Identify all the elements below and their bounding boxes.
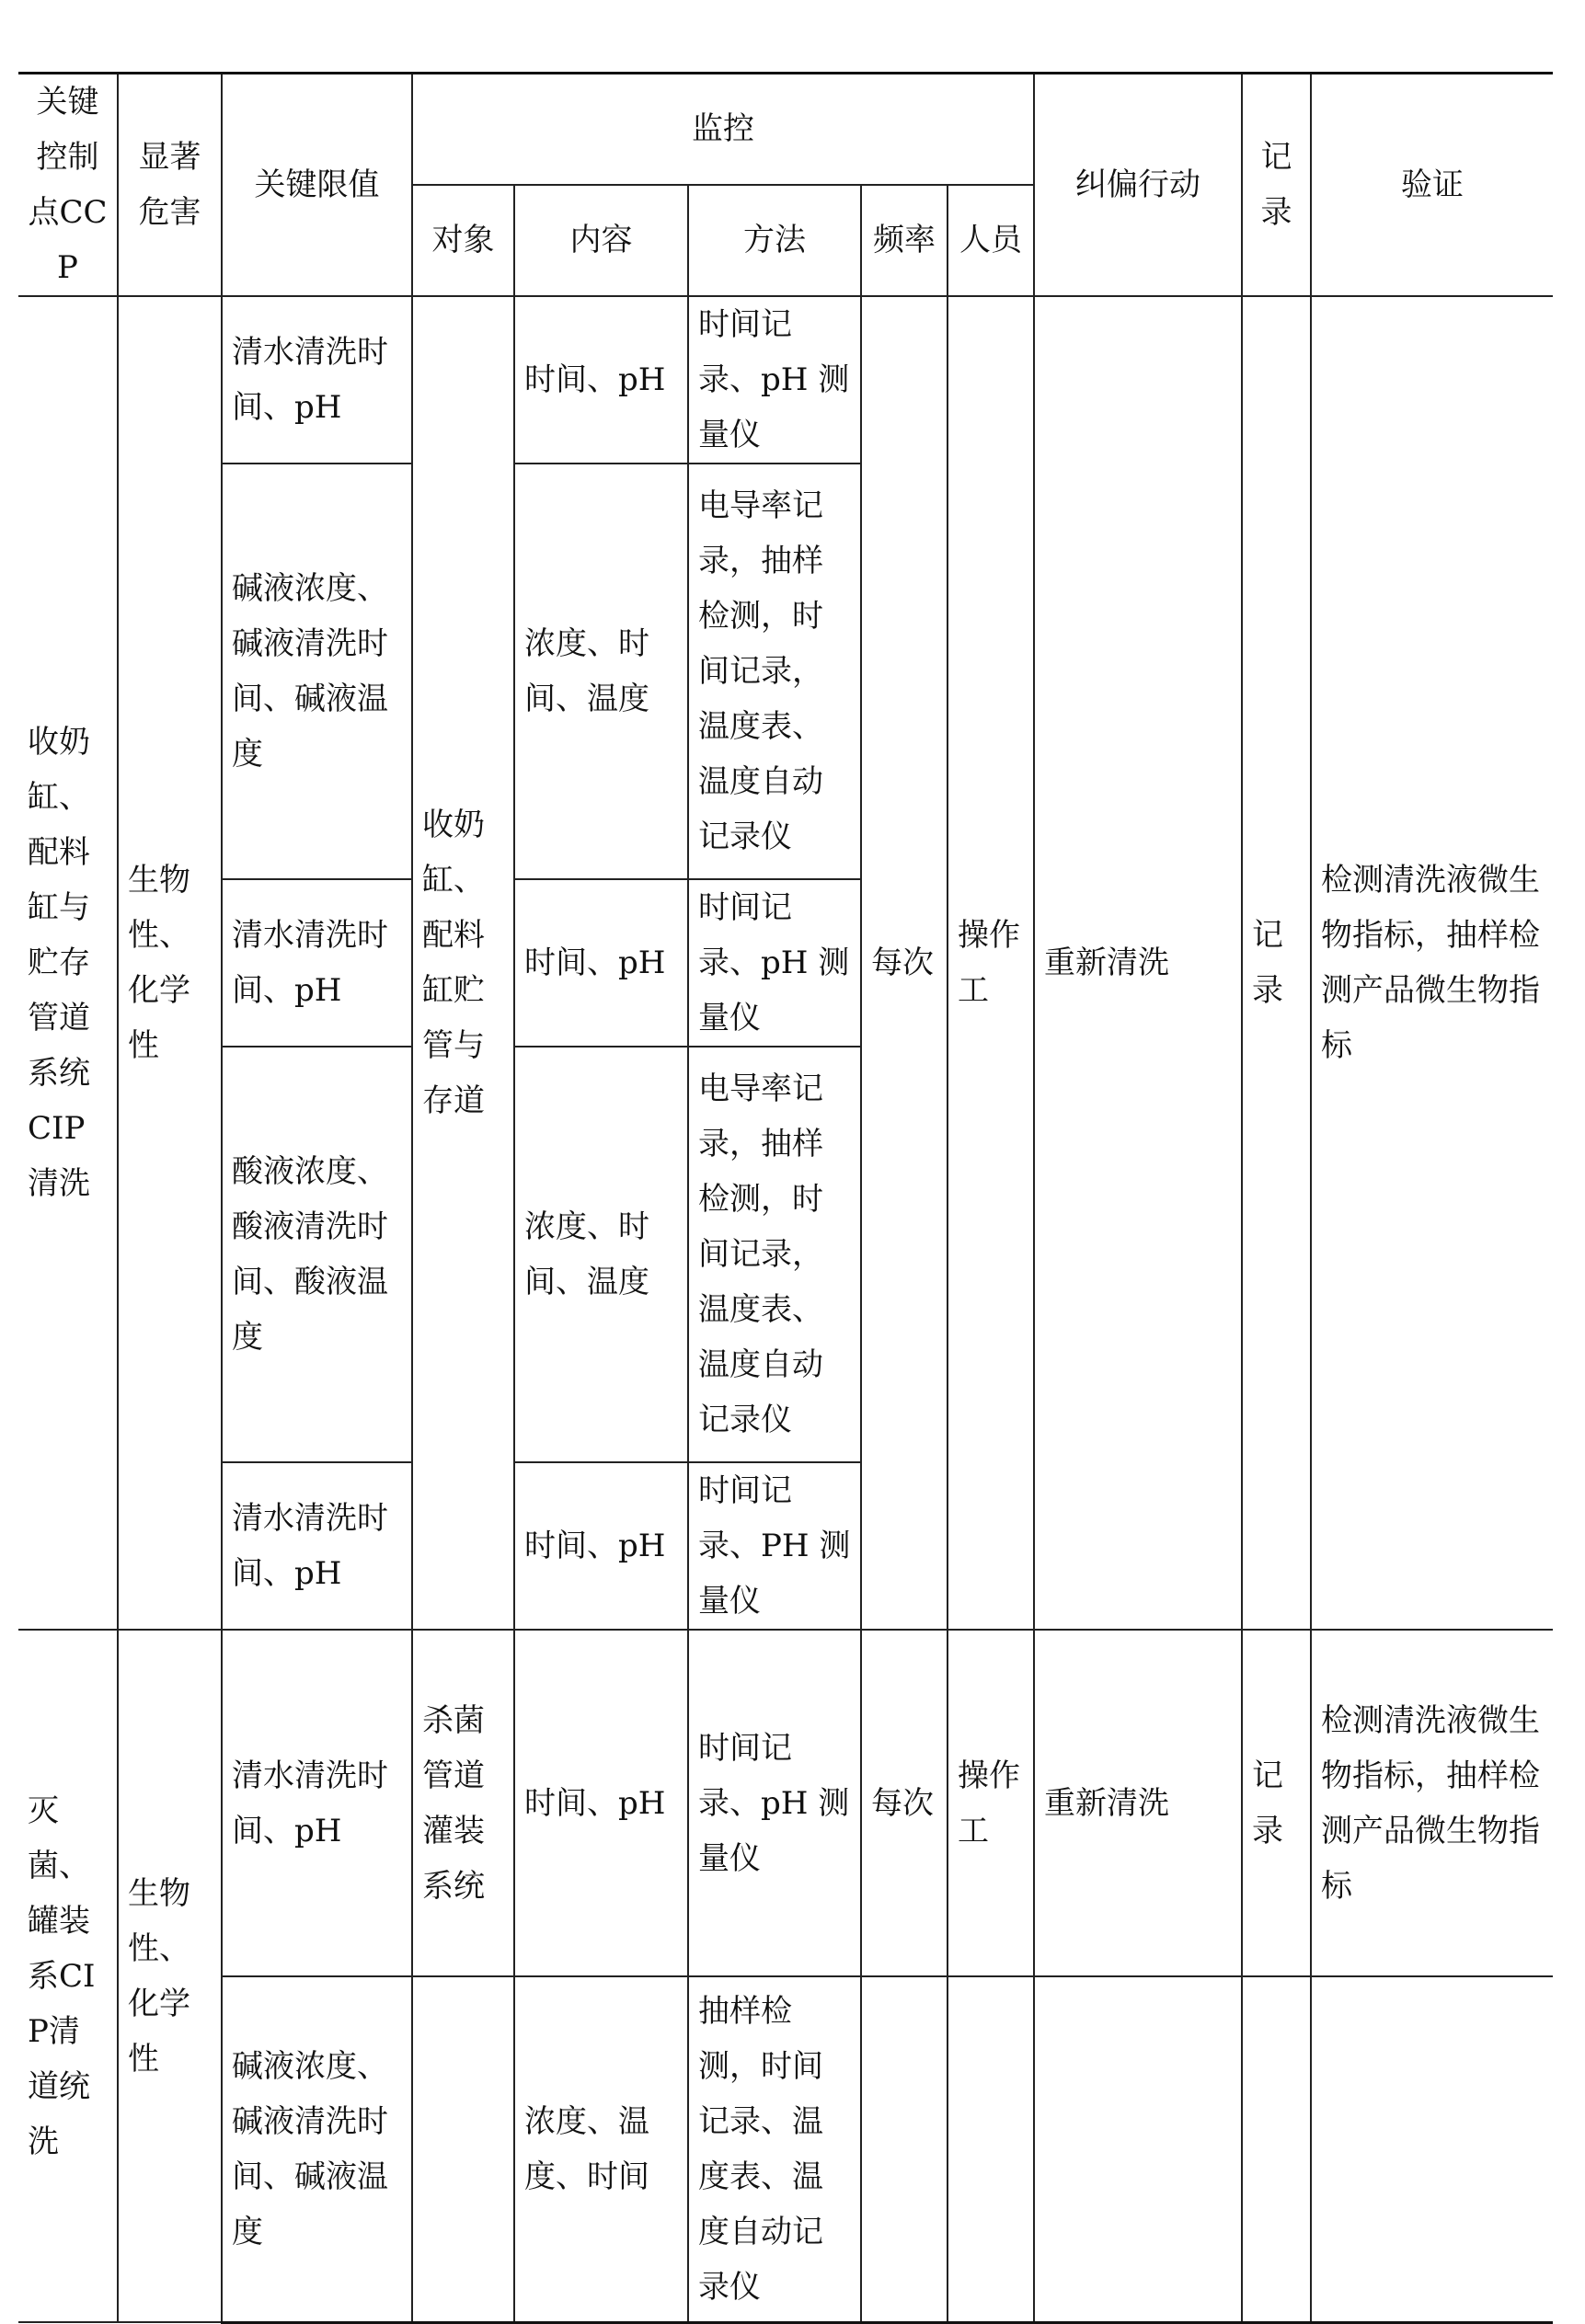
content-cell: 浓度、温度、时间 [514,1976,688,2322]
personnel-cell [948,1976,1034,2322]
header-monitor: 监控 [412,74,1034,185]
personnel-cell: 操作工 [948,1630,1034,1976]
content-cell: 时间、pH [514,296,688,464]
limit-cell: 清水清洗时间、pH [222,1462,412,1630]
header-corrective: 纠偏行动 [1034,74,1242,297]
method-cell: 电导率记录，抽样检测，时间记录，温度表、温度自动记录仪 [688,464,861,879]
method-cell: 时间记录、pH 测量仪 [688,296,861,464]
header-record: 记录 [1242,74,1311,297]
section1-personnel-cell: 操作工 [948,296,1034,1630]
header-monitor-content: 内容 [514,185,688,296]
verification-cell: 检测清洗液微生物指标，抽样检测产品微生物指标 [1311,1630,1553,1976]
limit-cell: 碱液浓度、碱液清洗时间、碱液温度 [222,464,412,879]
content-cell: 时间、pH [514,1462,688,1630]
header-limit: 关键限值 [222,74,412,297]
object-cell [412,1976,514,2322]
content-cell: 浓度、时间、温度 [514,1047,688,1462]
corrective-cell [1034,1976,1242,2322]
method-cell: 抽样检测，时间记录、温度表、温度自动记录仪 [688,1976,861,2322]
section1-corrective-cell: 重新清洗 [1034,296,1242,1630]
object-cell: 杀菌管道灌装系统 [412,1630,514,1976]
section1-frequency-cell: 每次 [861,296,948,1630]
section1-object-cell: 收奶缸、配料缸贮管与存道 [412,296,514,1630]
header-monitor-personnel: 人员 [948,185,1034,296]
method-cell: 时间记录、PH 测量仪 [688,1462,861,1630]
frequency-cell: 每次 [861,1630,948,1976]
section2-hazard-cell: 生物性、化学性 [118,1630,222,2322]
header-ccp: 关键控制点CCP [18,74,118,297]
record-cell [1242,1976,1311,2322]
content-cell: 时间、pH [514,879,688,1047]
table-row [18,1630,1553,1976]
header-monitor-frequency: 频率 [861,185,948,296]
header-hazard: 显著危害 [118,74,222,297]
limit-cell: 清水清洗时间、pH [222,879,412,1047]
record-cell: 记录 [1242,1630,1311,1976]
method-cell: 电导率记录，抽样检测，时间记录，温度表、温度自动记录仪 [688,1047,861,1462]
corrective-cell: 重新清洗 [1034,1630,1242,1976]
section2-ccp-cell: 灭菌、罐装系CIP清道统洗 [18,1630,118,2322]
header-monitor-object: 对象 [412,185,514,296]
limit-cell: 酸液浓度、酸液清洗时间、酸液温度 [222,1047,412,1462]
method-cell: 时间记录、pH 测量仪 [688,879,861,1047]
header-verification: 验证 [1311,74,1553,297]
table-row [18,296,1553,464]
section1-record-cell: 记录 [1242,296,1311,1630]
method-cell: 时间记录、pH 测量仪 [688,1630,861,1976]
content-cell: 时间、pH [514,1630,688,1976]
section1-hazard-cell: 生物性、化学性 [118,296,222,1630]
table-row [18,1976,1553,2322]
content-cell: 浓度、时间、温度 [514,464,688,879]
header-monitor-method: 方法 [688,185,861,296]
frequency-cell [861,1976,948,2322]
limit-cell: 清水清洗时间、pH [222,296,412,464]
verification-cell [1311,1976,1553,2322]
section1-ccp-cell: 收奶缸、配料缸与贮存管道系统CIP清洗 [18,296,118,1630]
ccp-table [18,72,1553,2324]
header-row-1 [18,74,1553,185]
limit-cell: 碱液浓度、碱液清洗时间、碱液温度 [222,1976,412,2322]
limit-cell: 清水清洗时间、pH [222,1630,412,1976]
section1-verification-cell: 检测清洗液微生物指标，抽样检测产品微生物指标 [1311,296,1553,1630]
